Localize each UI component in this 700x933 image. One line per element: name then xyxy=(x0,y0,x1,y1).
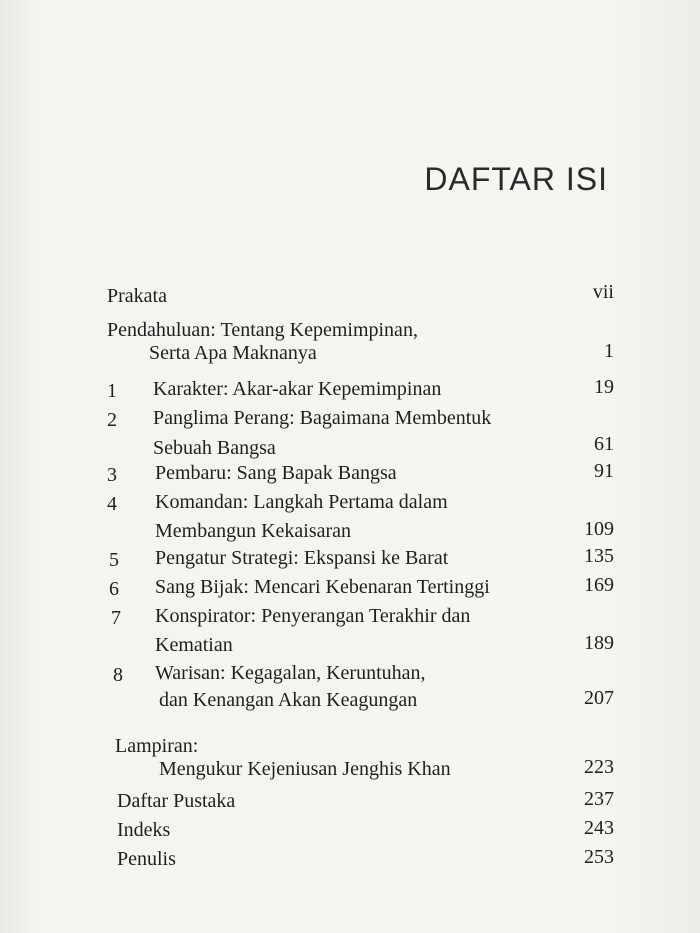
toc-page-chapter-7: 189 xyxy=(584,632,614,654)
page-title: DAFTAR ISI xyxy=(424,161,608,198)
toc-entry-penulis: Penulis xyxy=(117,848,176,870)
toc-entry-chapter-4-line2: Membangun Kekaisaran xyxy=(155,520,352,542)
toc-number-2: 2 xyxy=(107,409,117,431)
toc-number-5: 5 xyxy=(109,549,119,571)
toc-page-chapter-3: 91 xyxy=(594,460,614,482)
toc-entry-indeks: Indeks xyxy=(117,819,171,841)
toc-number-3: 3 xyxy=(107,464,117,486)
toc-page-penulis: 253 xyxy=(584,846,614,868)
toc-page-pendahuluan: 1 xyxy=(604,340,614,362)
toc-entry-chapter-6: Sang Bijak: Mencari Kebenaran Tertinggi xyxy=(155,576,490,598)
toc-entry-chapter-2-line1: Panglima Perang: Bagaimana Membentuk xyxy=(153,407,492,429)
toc-entry-lampiran-line1: Lampiran: xyxy=(115,735,199,757)
toc-entry-chapter-3: Pembaru: Sang Bapak Bangsa xyxy=(155,462,397,484)
toc-entry-pendahuluan-line2: Serta Apa Maknanya xyxy=(149,342,317,364)
toc-entry-chapter-7-line2: Kematian xyxy=(155,634,233,656)
toc-number-1: 1 xyxy=(107,380,117,402)
toc-entry-lampiran-line2: Mengukur Kejeniusan Jenghis Khan xyxy=(159,758,451,780)
toc-entry-prakata: Prakata xyxy=(107,285,167,307)
toc-entry-chapter-4-line1: Komandan: Langkah Pertama dalam xyxy=(155,491,448,513)
toc-entry-chapter-8-line2: dan Kenangan Akan Keagungan xyxy=(159,689,418,711)
toc-number-8: 8 xyxy=(113,664,123,686)
toc-number-7: 7 xyxy=(111,607,121,629)
toc-number-6: 6 xyxy=(109,578,119,600)
toc-entry-chapter-1: Karakter: Akar-akar Kepemimpinan xyxy=(153,378,442,400)
toc-page-chapter-2: 61 xyxy=(594,433,614,455)
toc-number-4: 4 xyxy=(107,493,117,515)
toc-page-indeks: 243 xyxy=(584,817,614,839)
toc-entry-chapter-7-line1: Konspirator: Penyerangan Terakhir dan xyxy=(155,605,471,627)
toc-entry-daftar-pustaka: Daftar Pustaka xyxy=(117,790,236,812)
toc-entry-chapter-2-line2: Sebuah Bangsa xyxy=(153,437,276,459)
toc-page-chapter-4: 109 xyxy=(584,518,614,540)
toc-page-prakata: vii xyxy=(592,281,614,303)
toc-entry-pendahuluan-line1: Pendahuluan: Tentang Kepemimpinan, xyxy=(107,319,418,341)
toc-entry-chapter-8-line1: Warisan: Kegagalan, Keruntuhan, xyxy=(155,662,426,684)
toc-page-lampiran: 223 xyxy=(584,756,614,778)
toc-page-chapter-1: 19 xyxy=(594,376,614,398)
toc-page-daftar-pustaka: 237 xyxy=(584,788,614,810)
toc-entry-chapter-5: Pengatur Strategi: Ekspansi ke Barat xyxy=(155,547,449,569)
toc-page-chapter-8: 207 xyxy=(584,687,614,709)
toc-page-chapter-5: 135 xyxy=(584,545,614,567)
toc-page-chapter-6: 169 xyxy=(584,574,614,596)
